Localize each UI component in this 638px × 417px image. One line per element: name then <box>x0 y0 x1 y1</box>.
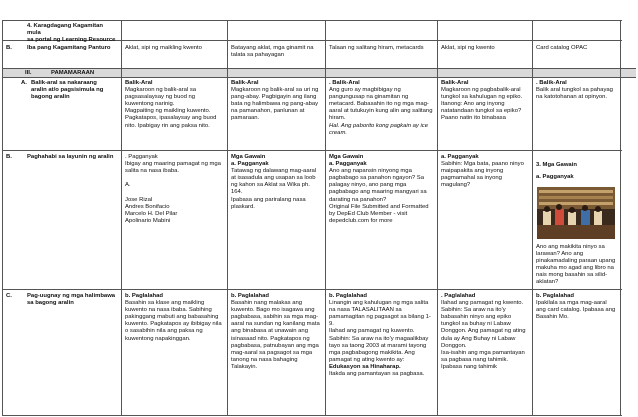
other-resources-label: Iba pang Kagamitang Panturo <box>27 45 111 51</box>
row-b-col5-top <box>533 157 619 187</box>
row-a-col5 <box>533 78 619 149</box>
grid-line <box>2 20 3 415</box>
cell-heading: Mga Gawain <box>329 154 364 160</box>
cell-heading: . Paglalahad <box>441 293 476 299</box>
other-resources-col3: Talaan ng salitang hiram, metacards <box>329 45 424 51</box>
row-b-col1 <box>122 152 226 288</box>
row-a-col4 <box>438 78 531 149</box>
other-resources-col2: Batayang aklat, mga ginamit na talata sa pahayagan <box>231 45 314 59</box>
grid-line <box>2 150 622 151</box>
library-photo <box>537 187 615 239</box>
cell-text: Itakda ang pamantayan sa pagbasa. <box>329 371 425 378</box>
cell-subheading: a. Pagganyak <box>231 161 269 168</box>
cell-heading: b. Paglalahad <box>231 293 269 299</box>
row-c-title: Pag-uugnay ng mga halimbawa sa bagong aralin <box>27 293 116 307</box>
grid-line <box>620 20 621 415</box>
row-a-letter: A. <box>21 80 27 86</box>
cell-text: Sabihin: Mga bata, paano ninyo maipapakita ang inyong pagmamahal sa inyong magulang? <box>441 161 524 189</box>
cell-text: Balik aral tungkol sa pahayag na katotohanan at opinyon. <box>536 87 613 101</box>
cell-heading: 3. Mga Gawain <box>536 162 577 168</box>
row-b-title: Paghahabi sa layunin ng aralin <box>27 154 114 160</box>
row-a-title: Balik-aral sa nakaraang aralin at/o pagsisimula ng bagong aralin <box>31 80 104 101</box>
row-a-col3 <box>326 78 436 149</box>
additional-materials-label: 4. Karagdagang Kagamitan mula sa portal ng Learning Resource <box>27 23 116 44</box>
other-resources-col1: Aklat, sipi ng maikling kwento <box>125 45 202 51</box>
cell-text: Ang guro ay magbibigay ng pangungusap na ginamitan ng metacard. Babasahin ito ng mga mag-aaral at tutukuyin kung alin ang salitang hiram. <box>329 87 433 122</box>
cell-text: Ilahad ang pamagat ng kwento. Sabihin: Sa araw na ito'y babasahin ninyo ang epiko tungkol sa buhay ni Labaw Donggon. Ang pamagat ng ating dula ay Ang Buhay ni Labaw Donggon. Isa-isahin ang mga pamantayan sa pagbasa nang tahimik. Ipabasa nang tahimik <box>441 300 526 370</box>
cell-text: Basahin nang malakas ang kuwento. Bago mo isagawa ang pagbabasa, sabihin sa mga mag-aaral na sundan ng kanilang mata ang binabasa at unawain ang isinasaad nito. Pagkatapos ng pagbabasa, patnubayan ang mga mag-aaral sa pagsagot sa mga tanong na nasa bahaging Talakayin. <box>231 300 320 370</box>
cell-heading: . Pagganyak <box>125 154 158 160</box>
row-c-col5 <box>533 291 619 414</box>
row-c-col3 <box>326 291 436 414</box>
section-title: PAMAMARAAN <box>51 70 95 76</box>
other-resources-col5: Card catalog OPAC <box>536 45 588 51</box>
cell-text: Ipakilala sa mga mag-aaral ang card catalog. Ipabasa ang Basahin Mo. <box>536 300 616 321</box>
row-b-col4 <box>438 152 531 288</box>
cell-text: Ibigay ang maaring pamagat ng mga salita na nasa ibaba. A. Jose Rizal Andres Bonifacio Marcelo H. Del Pilar Apolinario Mabini <box>125 161 221 224</box>
cell-heading: Balik-Aral <box>125 80 153 86</box>
cell-heading: b. Paglalahad <box>329 293 367 299</box>
cell-text: Magkaroon ng balik-aral sa uri ng pang-abay. Pagbigayin ang ilang bata ng halimbawa ng pang-abay na pamanahon, panlunan at pamaraan. <box>231 87 319 122</box>
cell-heading: . Balik-Aral <box>329 80 360 86</box>
row-a-col2 <box>228 78 324 149</box>
other-resources-col4: Aklat, sipi ng kwento <box>441 45 495 51</box>
cell-text: Magkaroon ng pagbabalik-aral tungkol sa kahulugan ng epiko. Itanong: Ano ang inyong natatandaan tungkol sa epiko? Paano natin ito binabasa <box>441 87 523 122</box>
cell-bold-text: Edukasyon sa Hinaharap. <box>329 363 401 370</box>
cell-heading: a. Pagganyak <box>441 154 479 160</box>
row-a-col1 <box>122 78 226 149</box>
row-b-col5-bottom: Ano ang makikita ninyo sa larawan? Ano ang pinakamadaling paraan upang makuha mo agad ang libro na nais mong basahin sa silid-aklatan? <box>536 244 616 286</box>
grid-line <box>2 289 622 290</box>
cell-text: Linangin ang kahulugan ng mga salita na nasa TALASALITAAN sa pamamagitan ng pagsagot sa bilang 1-9. Ilahad ang pamagat ng kuwento. Sabihin: Sa araw na ito'y magaalikbay tayo sa taong 2003 at marami tayong mga pagbabagong makikita. Ang pamagat ng ating kwento ay: <box>329 300 431 363</box>
cell-heading: . Balik-Aral <box>536 80 567 86</box>
cell-text: Ano ang napansin ninyong mga pagbabago sa panahon ngayon? Sa palagay ninyo, ano pang mga pagbabago ang maaring mangyari sa darating na panahon? Original File Submitted and Formatted by DepEd Club Member - visit depedclub.com for more <box>329 168 429 224</box>
cell-example: Hal. Ang paborito kong pagkain ay ice cream. <box>329 122 429 136</box>
cell-heading: Balik-Aral <box>441 80 469 86</box>
row-c-label: C. <box>6 293 12 299</box>
section-number: III. <box>25 70 32 76</box>
cell-heading: Mga Gawain <box>231 154 266 160</box>
row-b-col2 <box>228 152 324 288</box>
row-b-letter: B. <box>6 45 12 51</box>
row-c-col2 <box>228 291 324 414</box>
cell-heading: b. Paglalahad <box>536 293 574 299</box>
row-b-col3 <box>326 152 436 288</box>
cell-text: Basahin sa klase ang maikling kuwento na nasa ibaba. Sabihing pakinggang mabuti ang babasahing kuwento. Pagkatapos ay ibibigay nila o sasabihin nila ang paksa ng kuwentong napakinggan. <box>125 300 222 342</box>
cell-heading: Balik-Aral <box>231 80 259 86</box>
row-c-col4 <box>438 291 531 414</box>
cell-text: Magkaroon ng balik-aral sa pagsasalaysay ng buod ng kuwentong narinig. Magpaiting ng maikling kuwento. Pagkatapos, ipasalaysay ang buod nito. Ipabigay rin ang paksa nito. <box>125 87 217 129</box>
row-b-label: B. <box>6 154 12 160</box>
cell-subheading: a. Pagganyak <box>329 161 367 168</box>
cell-text: Tatawag ng dalawang mag-aaral at isasadula ang usapan sa loob ng kahon sa Aklat sa Wika ph. 164. Ipabasa ang pariralang nasa plaskard. <box>231 168 317 210</box>
row-c-col1 <box>122 291 226 414</box>
cell-heading: b. Paglalahad <box>125 293 163 299</box>
grid-line <box>2 415 622 416</box>
cell-subheading: a. Pagganyak <box>536 174 574 180</box>
